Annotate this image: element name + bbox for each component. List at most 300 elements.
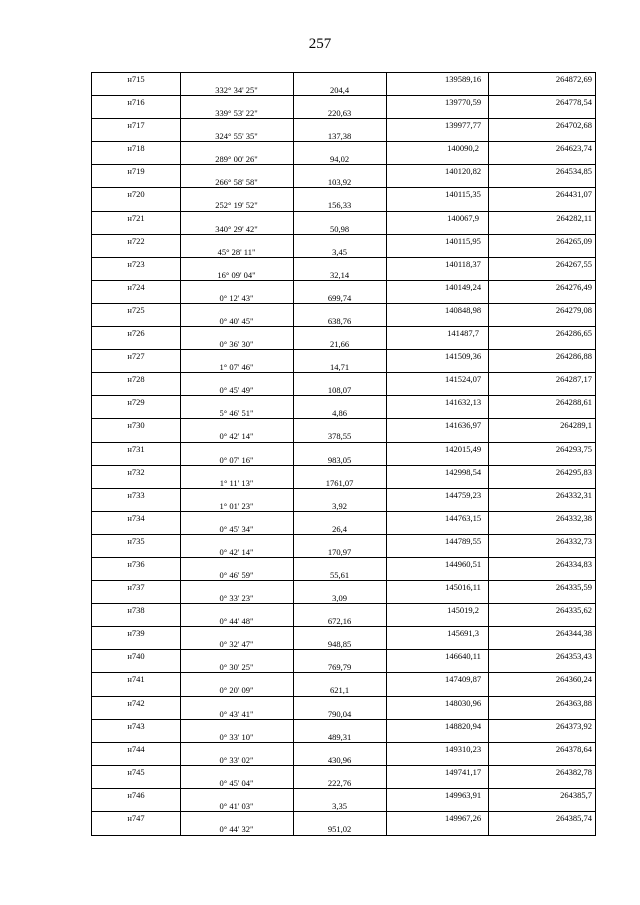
distance-value: 699,74 (327, 292, 352, 303)
distance-value: 1761,07 (325, 477, 354, 488)
x-coordinate: 140067,9 (447, 212, 479, 223)
distance-value: 220,63 (327, 108, 352, 119)
column-divider (180, 373, 181, 395)
distance-value: 14,71 (329, 362, 350, 373)
distance-value: 137,38 (327, 131, 352, 142)
point-name: н730 (127, 420, 145, 431)
column-divider (293, 419, 294, 441)
point-name: н725 (127, 304, 145, 315)
x-coordinate: 149310,23 (444, 743, 482, 754)
direction-angle: 0° 40' 45" (219, 315, 254, 326)
point-name: н722 (127, 235, 145, 246)
table-row (92, 673, 595, 696)
column-divider (293, 188, 294, 210)
table-row (92, 512, 595, 535)
column-divider (488, 258, 489, 280)
column-divider (180, 766, 181, 788)
table-row (92, 281, 595, 304)
x-coordinate: 142015,49 (444, 443, 482, 454)
table-row (92, 119, 595, 142)
y-coordinate: 264363,88 (555, 697, 592, 708)
column-divider (293, 258, 294, 280)
column-divider (293, 281, 294, 303)
column-divider (180, 443, 181, 465)
table-row (92, 443, 595, 466)
column-divider (488, 165, 489, 187)
x-coordinate: 140120,82 (444, 166, 482, 177)
direction-angle: 0° 32' 47" (219, 639, 254, 650)
column-divider (386, 188, 387, 210)
column-divider (386, 396, 387, 418)
column-divider (180, 304, 181, 326)
distance-value: 378,55 (327, 431, 352, 442)
point-name: н737 (127, 582, 145, 593)
distance-value: 170,97 (327, 546, 352, 557)
column-divider (488, 327, 489, 349)
direction-angle: 0° 45' 49" (219, 385, 254, 396)
column-divider (180, 604, 181, 626)
column-divider (386, 604, 387, 626)
distance-value: 156,33 (327, 200, 352, 211)
direction-angle: 0° 44' 48" (219, 616, 254, 627)
column-divider (386, 212, 387, 234)
column-divider (488, 119, 489, 141)
distance-value: 94,02 (329, 154, 350, 165)
column-divider (293, 581, 294, 603)
column-divider (180, 419, 181, 441)
column-divider (180, 119, 181, 141)
x-coordinate: 141487,7 (447, 328, 479, 339)
column-divider (488, 650, 489, 672)
point-name: н732 (127, 466, 145, 477)
column-divider (293, 396, 294, 418)
distance-value: 790,04 (327, 708, 352, 719)
y-coordinate: 264378,64 (555, 743, 592, 754)
distance-value: 638,76 (327, 315, 352, 326)
x-coordinate: 140090,2 (447, 143, 479, 154)
point-name: н738 (127, 605, 145, 616)
point-name: н729 (127, 397, 145, 408)
column-divider (488, 535, 489, 557)
point-name: н733 (127, 489, 145, 500)
column-divider (293, 489, 294, 511)
table-row (92, 165, 595, 188)
y-coordinate: 264286,65 (555, 328, 592, 339)
distance-value: 222,76 (327, 777, 352, 788)
column-divider (488, 235, 489, 257)
column-divider (180, 697, 181, 719)
column-divider (386, 743, 387, 765)
coordinates-table (91, 72, 596, 836)
table-row (92, 604, 595, 627)
point-name: н723 (127, 258, 145, 269)
column-divider (180, 73, 181, 95)
point-name: н716 (127, 97, 145, 108)
column-divider (293, 142, 294, 164)
column-divider (386, 350, 387, 372)
column-divider (488, 443, 489, 465)
column-divider (488, 558, 489, 580)
column-divider (293, 673, 294, 695)
column-divider (293, 766, 294, 788)
column-divider (488, 627, 489, 649)
x-coordinate: 149967,26 (444, 813, 482, 823)
point-name: н719 (127, 166, 145, 177)
y-coordinate: 264534,85 (555, 166, 592, 177)
column-divider (488, 766, 489, 788)
direction-angle: 0° 42' 14" (219, 546, 254, 557)
column-divider (180, 535, 181, 557)
point-name: н727 (127, 351, 145, 362)
y-coordinate: 264344,38 (555, 628, 592, 639)
column-divider (386, 466, 387, 488)
column-divider (488, 73, 489, 95)
y-coordinate: 264279,08 (555, 304, 592, 315)
distance-value: 108,07 (327, 385, 352, 396)
column-divider (293, 535, 294, 557)
distance-value: 3,09 (332, 593, 347, 604)
column-divider (488, 188, 489, 210)
column-divider (293, 697, 294, 719)
y-coordinate: 264623,74 (555, 143, 592, 154)
direction-angle: 289° 00' 26" (215, 154, 258, 165)
direction-angle: 0° 33' 02" (219, 754, 254, 765)
y-coordinate: 264385,74 (555, 813, 592, 823)
point-name: н743 (127, 720, 145, 731)
column-divider (488, 142, 489, 164)
column-divider (293, 627, 294, 649)
column-divider (488, 743, 489, 765)
distance-value: 32,14 (329, 269, 350, 280)
column-divider (180, 350, 181, 372)
column-divider (180, 165, 181, 187)
column-divider (293, 743, 294, 765)
y-coordinate: 264287,17 (555, 374, 592, 385)
table-row (92, 188, 595, 211)
column-divider (386, 327, 387, 349)
table-row (92, 650, 595, 673)
y-coordinate: 264286,88 (555, 351, 592, 362)
column-divider (386, 419, 387, 441)
x-coordinate: 141632,13 (444, 397, 482, 408)
x-coordinate: 144763,15 (444, 512, 482, 523)
point-name: н734 (127, 512, 145, 523)
x-coordinate: 140848,98 (444, 304, 482, 315)
column-divider (180, 96, 181, 118)
x-coordinate: 144960,51 (444, 558, 482, 569)
direction-angle: 0° 12' 43" (219, 292, 254, 303)
table-row (92, 720, 595, 743)
direction-angle: 0° 07' 16" (219, 454, 254, 465)
point-name: н739 (127, 628, 145, 639)
column-divider (488, 812, 489, 835)
y-coordinate: 264335,59 (555, 582, 592, 593)
column-divider (180, 812, 181, 835)
direction-angle: 0° 44' 32" (219, 824, 254, 834)
point-name: н715 (127, 74, 145, 84)
column-divider (386, 650, 387, 672)
column-divider (488, 673, 489, 695)
direction-angle: 1° 01' 23" (219, 500, 254, 511)
y-coordinate: 264353,43 (555, 651, 592, 662)
column-divider (386, 119, 387, 141)
y-coordinate: 264295,83 (555, 466, 592, 477)
x-coordinate: 147409,87 (444, 674, 482, 685)
column-divider (386, 766, 387, 788)
x-coordinate: 141509,36 (444, 351, 482, 362)
x-coordinate: 142998,54 (444, 466, 482, 477)
column-divider (386, 304, 387, 326)
point-name: н718 (127, 143, 145, 154)
point-name: н747 (127, 813, 145, 823)
distance-value: 3,35 (332, 800, 347, 811)
column-divider (293, 165, 294, 187)
column-divider (488, 212, 489, 234)
distance-value: 489,31 (327, 731, 352, 742)
y-coordinate: 264702,68 (555, 120, 592, 131)
column-divider (180, 627, 181, 649)
direction-angle: 0° 45' 04" (219, 777, 254, 788)
direction-angle: 252° 19' 52" (215, 200, 258, 211)
distance-value: 55,61 (329, 569, 350, 580)
column-divider (180, 673, 181, 695)
y-coordinate: 264373,92 (555, 720, 592, 731)
table-row (92, 743, 595, 766)
column-divider (293, 443, 294, 465)
column-divider (180, 327, 181, 349)
column-divider (293, 350, 294, 372)
column-divider (180, 743, 181, 765)
y-coordinate: 264431,07 (555, 189, 592, 200)
column-divider (180, 720, 181, 742)
direction-angle: 1° 07' 46" (219, 362, 254, 373)
x-coordinate: 144789,55 (444, 535, 482, 546)
table-row (92, 627, 595, 650)
table-row (92, 535, 595, 558)
column-divider (293, 604, 294, 626)
column-divider (386, 373, 387, 395)
direction-angle: 0° 33' 23" (219, 593, 254, 604)
y-coordinate: 264332,31 (555, 489, 592, 500)
column-divider (386, 96, 387, 118)
direction-angle: 0° 30' 25" (219, 662, 254, 673)
table-row (92, 212, 595, 235)
x-coordinate: 149963,91 (444, 789, 482, 800)
x-coordinate: 140115,95 (445, 235, 481, 246)
column-divider (180, 281, 181, 303)
column-divider (386, 443, 387, 465)
column-divider (488, 581, 489, 603)
point-name: н746 (127, 789, 145, 800)
point-name: н728 (127, 374, 145, 385)
column-divider (386, 581, 387, 603)
x-coordinate: 139770,59 (444, 97, 482, 108)
table-row (92, 235, 595, 258)
distance-value: 983,05 (327, 454, 352, 465)
table-row (92, 419, 595, 442)
y-coordinate: 264360,24 (555, 674, 592, 685)
distance-value: 4,86 (332, 408, 347, 419)
column-divider (180, 396, 181, 418)
direction-angle: 0° 41' 03" (219, 800, 254, 811)
table-row (92, 489, 595, 512)
x-coordinate: 139977,77 (444, 120, 482, 131)
x-coordinate: 140149,24 (444, 281, 482, 292)
direction-angle: 332° 34' 25" (215, 85, 258, 95)
column-divider (293, 558, 294, 580)
point-name: н745 (127, 766, 145, 777)
distance-value: 50,98 (329, 223, 350, 234)
distance-value: 3,45 (332, 246, 347, 257)
column-divider (180, 142, 181, 164)
x-coordinate: 148820,94 (444, 720, 482, 731)
y-coordinate: 264335,62 (555, 605, 592, 616)
column-divider (386, 535, 387, 557)
y-coordinate: 264332,73 (555, 535, 592, 546)
table-row (92, 766, 595, 789)
direction-angle: 0° 46' 59" (219, 569, 254, 580)
x-coordinate: 144759,23 (444, 489, 482, 500)
column-divider (386, 512, 387, 534)
column-divider (488, 304, 489, 326)
table-row (92, 304, 595, 327)
column-divider (293, 96, 294, 118)
column-divider (180, 258, 181, 280)
y-coordinate: 264382,78 (555, 766, 592, 777)
column-divider (386, 673, 387, 695)
column-divider (293, 812, 294, 835)
table-row (92, 466, 595, 489)
table-row (92, 96, 595, 119)
column-divider (488, 789, 489, 811)
column-divider (293, 73, 294, 95)
column-divider (488, 720, 489, 742)
direction-angle: 45° 28' 11" (217, 246, 256, 257)
y-coordinate: 264267,55 (555, 258, 592, 269)
direction-angle: 0° 36' 30" (219, 339, 254, 350)
table-row (92, 373, 595, 396)
column-divider (488, 697, 489, 719)
column-divider (386, 165, 387, 187)
table-row (92, 789, 595, 812)
table-row (92, 142, 595, 165)
direction-angle: 339° 53' 22" (215, 108, 258, 119)
column-divider (386, 558, 387, 580)
column-divider (293, 119, 294, 141)
column-divider (488, 350, 489, 372)
column-divider (293, 212, 294, 234)
table-row (92, 558, 595, 581)
x-coordinate: 145691,3 (447, 628, 479, 639)
x-coordinate: 140115,35 (445, 189, 481, 200)
column-divider (180, 212, 181, 234)
column-divider (386, 627, 387, 649)
column-divider (180, 188, 181, 210)
x-coordinate: 139589,16 (444, 74, 482, 84)
column-divider (293, 650, 294, 672)
direction-angle: 0° 43' 41" (219, 708, 254, 719)
distance-value: 3,92 (332, 500, 347, 511)
column-divider (293, 720, 294, 742)
column-divider (488, 281, 489, 303)
column-divider (386, 142, 387, 164)
point-name: н721 (127, 212, 145, 223)
column-divider (488, 96, 489, 118)
x-coordinate: 149741,17 (444, 766, 482, 777)
table-row (92, 812, 595, 835)
y-coordinate: 264778,54 (555, 97, 592, 108)
distance-value: 103,92 (327, 177, 352, 188)
column-divider (386, 258, 387, 280)
column-divider (386, 697, 387, 719)
column-divider (180, 558, 181, 580)
distance-value: 26,4 (332, 523, 347, 534)
point-name: н744 (127, 743, 145, 754)
direction-angle: 340° 29' 42" (215, 223, 258, 234)
direction-angle: 0° 20' 09" (219, 685, 254, 696)
column-divider (293, 235, 294, 257)
x-coordinate: 148030,96 (444, 697, 482, 708)
table-row (92, 581, 595, 604)
column-divider (386, 281, 387, 303)
column-divider (180, 466, 181, 488)
column-divider (488, 373, 489, 395)
column-divider (180, 512, 181, 534)
distance-value: 769,79 (327, 662, 352, 673)
point-name: н731 (127, 443, 145, 454)
x-coordinate: 146640,11 (445, 651, 481, 662)
point-name: н741 (127, 674, 145, 685)
distance-value: 948,85 (327, 639, 352, 650)
x-coordinate: 145016,11 (445, 582, 481, 593)
column-divider (386, 720, 387, 742)
column-divider (293, 512, 294, 534)
column-divider (488, 396, 489, 418)
x-coordinate: 141524,07 (444, 374, 482, 385)
y-coordinate: 264293,75 (555, 443, 592, 454)
direction-angle: 0° 45' 34" (219, 523, 254, 534)
y-coordinate: 264282,11 (556, 212, 592, 223)
y-coordinate: 264872,69 (555, 74, 592, 84)
direction-angle: 16° 09' 04" (217, 269, 256, 280)
column-divider (293, 789, 294, 811)
y-coordinate: 264288,61 (555, 397, 592, 408)
y-coordinate: 264265,09 (555, 235, 592, 246)
distance-value: 621,1 (329, 685, 350, 696)
column-divider (488, 604, 489, 626)
distance-value: 430,96 (327, 754, 352, 765)
column-divider (293, 327, 294, 349)
point-name: н736 (127, 558, 145, 569)
column-divider (293, 304, 294, 326)
column-divider (386, 812, 387, 835)
column-divider (386, 235, 387, 257)
y-coordinate: 264332,38 (555, 512, 592, 523)
column-divider (293, 373, 294, 395)
table-row (92, 258, 595, 281)
column-divider (293, 466, 294, 488)
column-divider (386, 73, 387, 95)
direction-angle: 0° 42' 14" (219, 431, 254, 442)
direction-angle: 5° 46' 51" (219, 408, 254, 419)
column-divider (180, 235, 181, 257)
point-name: н717 (127, 120, 145, 131)
point-name: н740 (127, 651, 145, 662)
column-divider (180, 650, 181, 672)
x-coordinate: 145019,2 (447, 605, 479, 616)
distance-value: 672,16 (327, 616, 352, 627)
column-divider (180, 489, 181, 511)
